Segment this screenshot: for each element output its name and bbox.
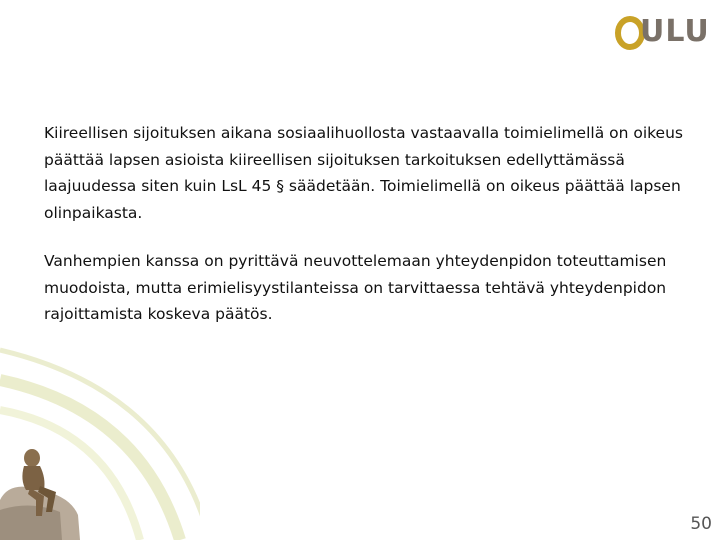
paragraph-1: Kiireellisen sijoituksen aikana sosiaalihuollosta vastaavalla toimielimellä on oikeus päättää lapsen asioista kiireellisen sijoituksen tarkoituksen edellyttämässä laajuudessa siten kuin LsL 45 § säädetään. Toimielimellä on oikeus päättää lapsen olinpaikasta. [44,124,683,222]
decorative-art [0,340,200,540]
seated-child-statue-icon [0,449,80,540]
page-number: 50 [690,514,712,534]
oulu-o-ring-icon [618,19,642,47]
slide-body [44,120,700,350]
logo-text: ULU [640,14,710,49]
paragraph-2: Vanhempien kanssa on pyrittävä neuvottelemaan yhteydenpidon toteuttamisen muodoista, mutta erimielisyystilanteissa on tarvittaessa tehtävä yhteydenpidon rajoittamista koskeva päätös. [44,252,667,323]
